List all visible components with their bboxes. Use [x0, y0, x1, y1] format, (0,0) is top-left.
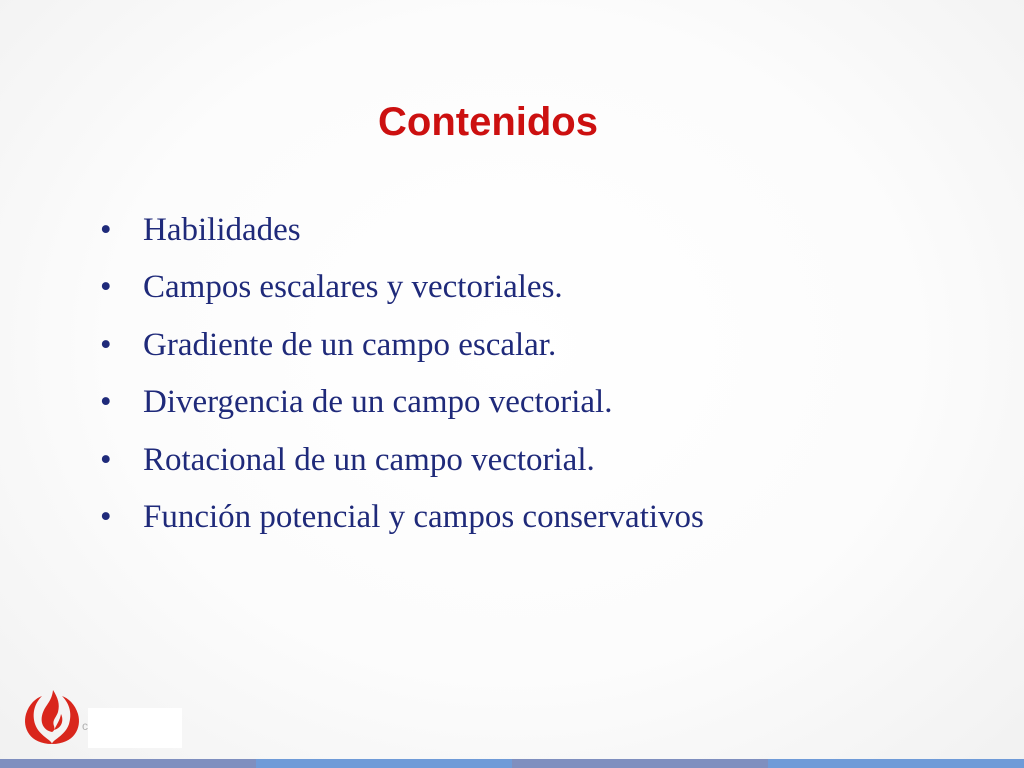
content-list — [100, 212, 704, 556]
bullet-item — [100, 384, 704, 441]
bullet-item — [100, 212, 704, 269]
logo-panel — [88, 708, 182, 748]
bullet-text: Habilidades — [143, 212, 301, 248]
bullet-text: Gradiente de un campo escalar. — [143, 326, 557, 363]
university-logo-icon — [22, 684, 82, 746]
bullet-marker: • — [100, 384, 112, 421]
bullet-item — [100, 269, 704, 326]
footer-bar-segment — [768, 759, 1024, 768]
bullet-text: Divergencia de un campo vectorial. — [143, 384, 613, 421]
footer-bar-segment — [256, 759, 512, 768]
bullet-marker: • — [100, 326, 112, 363]
logo-text-fragment: c — [82, 719, 88, 733]
bullet-text: Rotacional de un campo vectorial. — [143, 441, 595, 478]
bullet-marker: • — [100, 498, 112, 535]
footer-bar-segment — [512, 759, 768, 768]
slide-title: Contenidos — [378, 100, 598, 144]
bullet-item — [100, 327, 704, 384]
footer-color-bar — [0, 759, 1024, 768]
bullet-marker: • — [100, 269, 112, 306]
bullet-text: Campos escalares y vectoriales. — [143, 269, 563, 306]
bullet-marker: • — [100, 441, 112, 478]
bullet-text: Función potencial y campos conservativos — [143, 498, 704, 535]
bullet-marker: • — [100, 212, 112, 248]
footer-bar-segment — [0, 759, 256, 768]
bullet-item — [100, 499, 704, 556]
bullet-item — [100, 442, 704, 499]
logo-inner-flame — [42, 690, 59, 732]
